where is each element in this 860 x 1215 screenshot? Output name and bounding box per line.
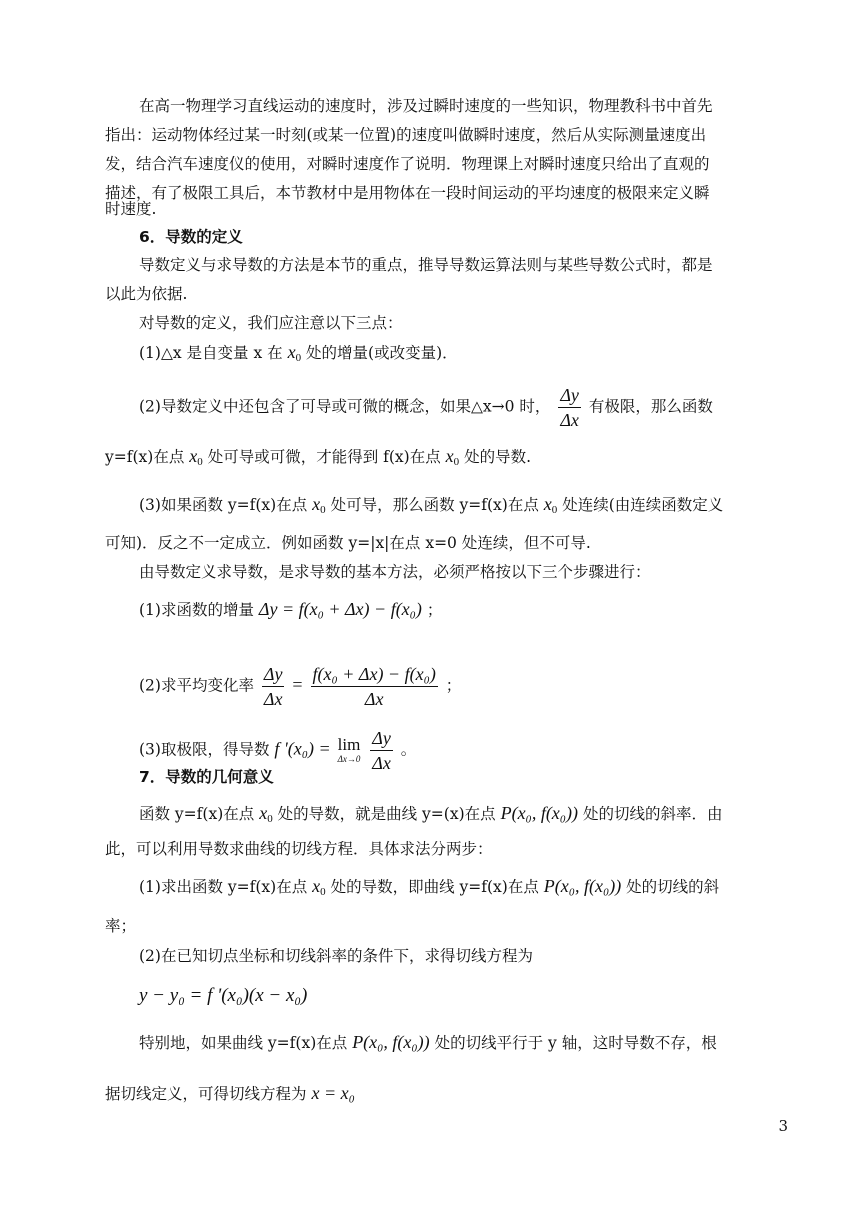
special-case-line: 特别地，如果曲线 y=f(x)在点 P(x₀, f(x₀)) 处的切线平行于 y 轴，这时导数不存，根	[139, 1032, 717, 1052]
paragraph-line: 可知)．反之不一定成立．例如函数 y=|x|在点 x=0 处连续，但不可导.	[105, 534, 591, 552]
math-x0: $x_0$	[312, 876, 326, 898]
paragraph-line: 由导数定义求导数，是求导数的基本方法，必须严格按以下三个步骤进行：	[139, 563, 651, 581]
fraction-dy-dx: $\frac{\Delta y}{\Delta x}$	[560, 385, 579, 430]
formula-increment: Δy = f(x₀ + Δx) − f(x₀)	[258, 599, 422, 619]
math-point-p: P(x₀, f(x₀))	[352, 1032, 430, 1052]
paragraph-line: 指出：运动物体经过某一时刻(或某一位置)的速度叫做瞬时速度，然后从实际测量速度出	[105, 126, 707, 144]
fraction-dy-dx: $\frac{\Delta y}{\Delta x}$	[263, 664, 283, 709]
paragraph-line: 时速度.	[105, 200, 157, 218]
geometry-line: 函数 y=f(x)在点 $x_0$ 处的导数，就是曲线 y=(x)在点 P(x₀, f(x₀)) 处的切线的斜率．由	[139, 803, 723, 825]
math-x0: $x_0$	[287, 342, 302, 364]
math-x0: $x_0$	[259, 803, 273, 825]
paragraph-line: 在高一物理学习直线运动的速度时，涉及过瞬时速度的一些知识，物理教科书中首先	[139, 97, 713, 115]
section-heading-7: 7．导数的几何意义	[139, 768, 274, 786]
point-text: (1)△x 是自变量 x 在	[139, 344, 283, 362]
point-text: (2)导数定义中还包含了可导或可微的概念，如果△x→0 时，	[139, 397, 551, 416]
limit-operator: lim Δx→0	[337, 734, 361, 764]
math-x0: $x_0$	[189, 446, 203, 468]
special-case-line: 据切线定义，可得切线方程为 x = x₀	[105, 1083, 355, 1103]
point-text: 有极限，那么函数	[588, 397, 713, 416]
math-x0: $x_0$	[312, 494, 326, 516]
step-3: (3)取极限，得导数 f '(x₀) = lim Δx→0 $\frac{\Delta y}{\Delta x}$ 。	[139, 728, 417, 773]
paragraph-line: 发，结合汽车速度仪的使用，对瞬时速度作了说明．物理课上对瞬时速度只给出了直观的	[105, 155, 710, 173]
vertical-tangent-equation: x = x₀	[311, 1083, 355, 1103]
formula-derivative: f '(x₀) =	[274, 738, 331, 759]
point-1	[139, 342, 458, 368]
point-2	[139, 384, 713, 431]
paragraph-line: 导数定义与求导数的方法是本节的重点，推导导数运算法则与某些导数公式时，都是	[139, 256, 713, 274]
section-heading-6: 6．导数的定义	[139, 228, 243, 246]
fraction-dy-dx: $\frac{\Delta y}{\Delta x}$	[372, 728, 391, 773]
paragraph-line: 描述，有了极限工具后，本节教材中是用物体在一段时间运动的平均速度的极限来定义瞬	[105, 184, 710, 202]
math-x0: $x_0$	[445, 446, 460, 468]
point-2-continued: y=f(x)在点 $x_0$ 处可导或可微，才能得到 f(x)在点 $x_0$ 处的导数.	[105, 446, 532, 468]
math-x0: $x_0$	[543, 494, 558, 516]
geometry-line: (1)求出函数 y=f(x)在点 $x_0$ 处的导数，即曲线 y=f(x)在点 P(x₀, f(x₀)) 处的切线的斜	[139, 876, 720, 898]
math-point-p: P(x₀, f(x₀))	[500, 803, 579, 823]
point-3: (3)如果函数 y=f(x)在点 $x_0$ 处可导，那么函数 y=f(x)在点 $x_0$ 处连续(由连续函数定义	[139, 494, 724, 516]
paragraph-line: 对导数的定义，我们应注意以下三点：	[139, 314, 403, 332]
point-text: 处的增量(或改变量)．	[306, 344, 458, 362]
paragraph-line: 以此为依据.	[105, 285, 188, 303]
page-number: 3	[778, 1117, 788, 1135]
paragraph-line: 此，可以利用导数求曲线的切线方程．具体求法分两步：	[105, 840, 493, 858]
paragraph-line: 率；	[105, 917, 137, 935]
step-1: (1)求函数的增量 Δy = f(x₀ + Δx) − f(x₀) ；	[139, 599, 443, 619]
step-2: (2)求平均变化率 $\frac{\Delta y}{\Delta x}$ = $\frac{\text{f(x₀ + Δx) − f(x₀)}}{\Delta x}$ ；	[139, 664, 462, 709]
tangent-equation: y − y₀ = f '(x₀)(x − x₀)	[139, 985, 308, 1006]
paragraph-line: (2)在已知切点坐标和切线斜率的条件下，求得切线方程为	[139, 947, 533, 965]
math-point-p: P(x₀, f(x₀))	[543, 876, 622, 896]
fraction-average-rate: $\frac{\text{f(x₀ + Δx) − f(x₀)}}{\Delta x}$	[312, 664, 436, 709]
